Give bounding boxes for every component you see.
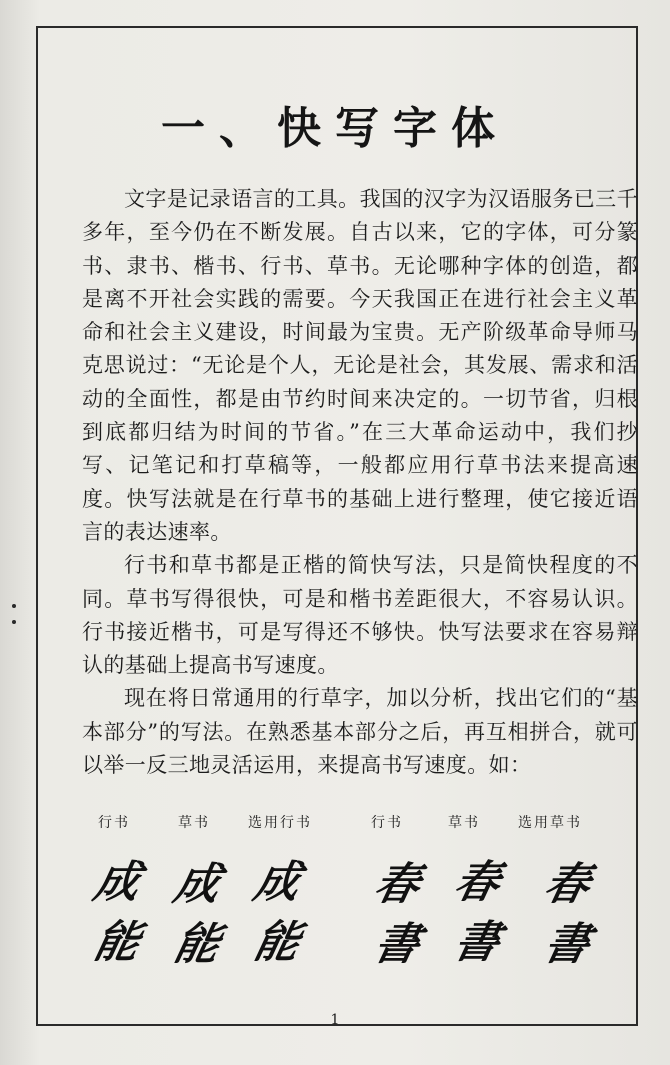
margin-dot xyxy=(12,620,16,624)
label-xingshu-2: 行书 xyxy=(371,815,403,831)
paragraph-3: 现在将日常通用的行草字，加以分析，找出它们的“基本部分”的写法。在熟悉基本部分之后，再互相拼合，就可以举一反三地灵活运用，来提高书写速度。如： xyxy=(82,686,638,778)
label-caoshu-2: 草书 xyxy=(448,815,480,831)
sample-r2-c3: 能 xyxy=(249,917,307,968)
label-caoshu-1: 草书 xyxy=(178,815,210,831)
sample-r1-c4: 春 xyxy=(369,859,427,910)
label-xuanyong-xingshu: 选用行书 xyxy=(248,815,312,831)
sample-r1-c3: 成 xyxy=(249,857,307,908)
sample-r2-c5: 書 xyxy=(449,917,507,968)
page-title: 一、快写字体 xyxy=(161,103,509,154)
label-xingshu-1: 行书 xyxy=(98,815,130,831)
paragraph-1: 文字是记录语言的工具。我国的汉字为汉语服务已三千多年，至今仍在不断发展。自古以来，它的字体，可分篆书、隶书、楷书、行书、草书。无论哪种字体的创造，都是离不开社会实践的需要。今天我国正在进行社会主义革命和社会主义建设，时间最为宝贵。无产阶级革命导师马克思说过：“无论是个人，无论是社会，其发展、需求和活动的全面性，都是由节约时间来决定的。一切节省，归根到底都归结为时间的节省。”在三大革命运动中，我们抄写、记笔记和打草稿等，一般都应用行草书法来提高速度。快写法就是在行草书的基础上进行整理，使它接近语言的表达速率。 xyxy=(82,187,638,544)
sample-r1-c2: 成 xyxy=(169,859,227,910)
sample-r1-c6: 春 xyxy=(539,859,597,910)
margin-dot xyxy=(12,604,16,608)
body-text xyxy=(82,183,638,782)
sample-r2-c4: 書 xyxy=(369,919,427,970)
column-labels xyxy=(98,812,618,836)
sample-r2-c1: 能 xyxy=(89,917,147,968)
label-xuanyong-caoshu: 选用草书 xyxy=(518,815,582,831)
page-number: 1 xyxy=(330,1012,340,1028)
sample-r2-c6: 書 xyxy=(539,919,597,970)
paragraph-2: 行书和草书都是正楷的简快写法，只是简快程度的不同。草书写得很快，可是和楷书差距很大，不容易认识。行书接近楷书，可是写得还不够快。快写法要求在容易辩认的基础上提高书写速度。 xyxy=(82,553,638,678)
calligraphy-samples xyxy=(86,846,646,976)
sample-r1-c5: 春 xyxy=(449,857,507,908)
sample-r2-c2: 能 xyxy=(169,919,227,970)
sample-r1-c1: 成 xyxy=(89,857,147,908)
